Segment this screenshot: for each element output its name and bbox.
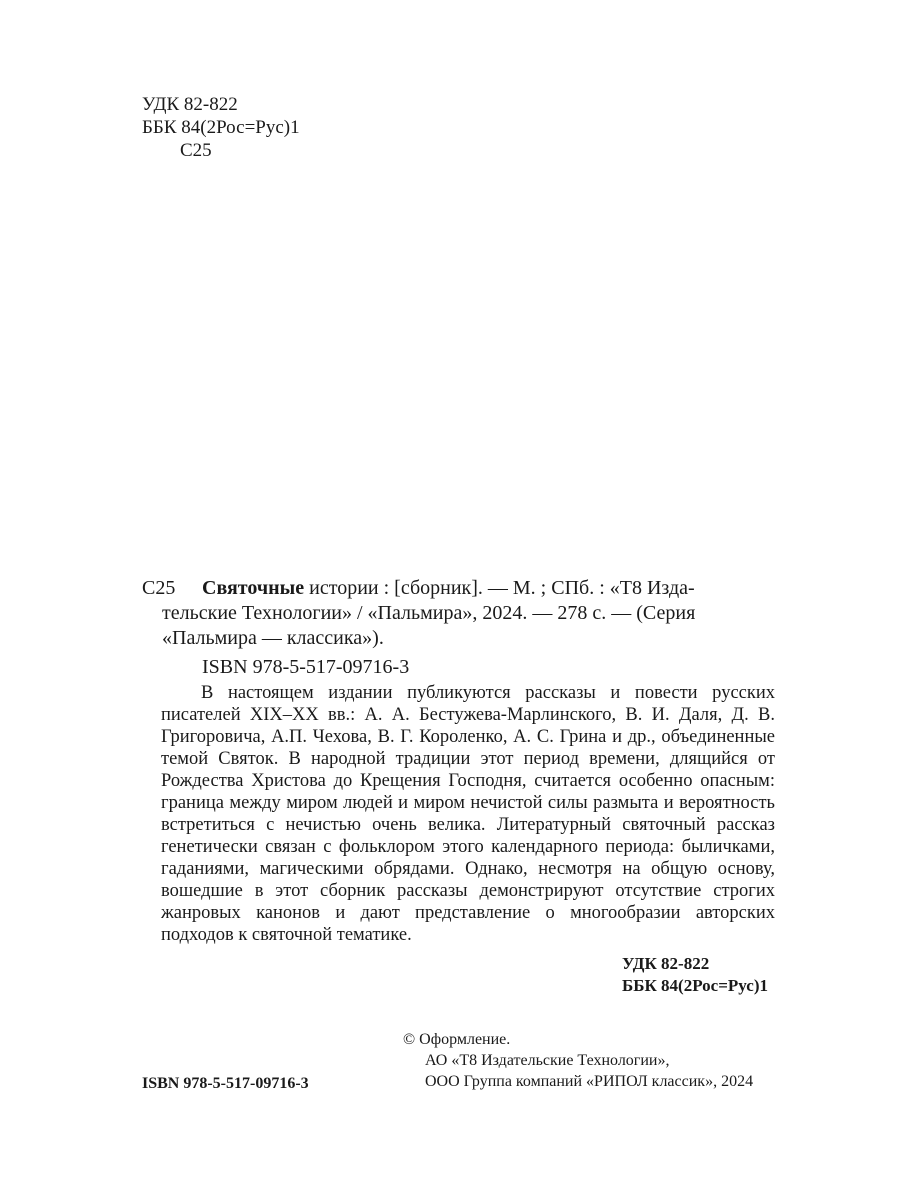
entry-description-2: тельские Технологии» / «Пальмира», 2024. — 278 с. — (Серия [162, 602, 696, 624]
entry-line-1 [142, 576, 775, 601]
annotation-text: В настоящем издании публикуются рассказы и повести русских писателей XIX–XX вв.: А. А. Бестужева-Марлинского, В. И. Даля, Д. В. Григоровича, А.П. Чехова, В. Г. Короленко, А. С. Грина и др., объединенные темой Святок. В народной традиции этот период времени, длящийся от Рождества Христова до Крещения Господня, считается особенно опасным: граница между миром людей и миром нечистой силы размыта и вероятность встретиться с нечистью очень велика. Литературный святочный рассказ генетически связан с фольклором этого календарного периода: быличками, гаданиями, магическими обрядами. Однако, несмотря на общую основу, вошедшие в этот сборник рассказы демонстрируют отсутствие строгих жанровых канонов и дают представление о многообразии авторских подходов к святочной тематике. [161, 683, 775, 945]
bbk-code-bottom: ББК 84(2Рос=Рус)1 [622, 976, 768, 995]
isbn-bottom: ISBN 978-5-517-09716-3 [142, 1075, 309, 1092]
annotation [161, 682, 775, 946]
entry-isbn: ISBN 978-5-517-09716-3 [202, 656, 410, 678]
bbk-code: ББК 84(2Рос=Рус)1 [142, 117, 300, 138]
entry-description-3: «Пальмира — классика»). [162, 627, 384, 649]
entry-code: С25 [142, 577, 176, 599]
classification-codes-top [142, 93, 300, 162]
classification-codes-bottom [622, 953, 768, 997]
udk-code-bottom: УДК 82-822 [622, 954, 710, 973]
udk-code: УДК 82-822 [142, 94, 238, 115]
copyright-line-2: АО «Т8 Издательские Технологии», [425, 1052, 670, 1069]
bibliographic-entry [142, 576, 775, 680]
entry-description-1: истории : [сборник]. — М. ; СПб. : «Т8 Изда- [304, 577, 695, 599]
copyright-line-3: ООО Группа компаний «РИПОЛ классик», 2024 [425, 1073, 754, 1090]
entry-line-3 [142, 626, 775, 651]
copyright-block [403, 1029, 753, 1092]
author-sign: С25 [180, 140, 212, 161]
copyright-line-1: © Оформление. [403, 1031, 511, 1048]
entry-line-2 [142, 601, 775, 626]
book-title: Святочные [202, 577, 305, 599]
